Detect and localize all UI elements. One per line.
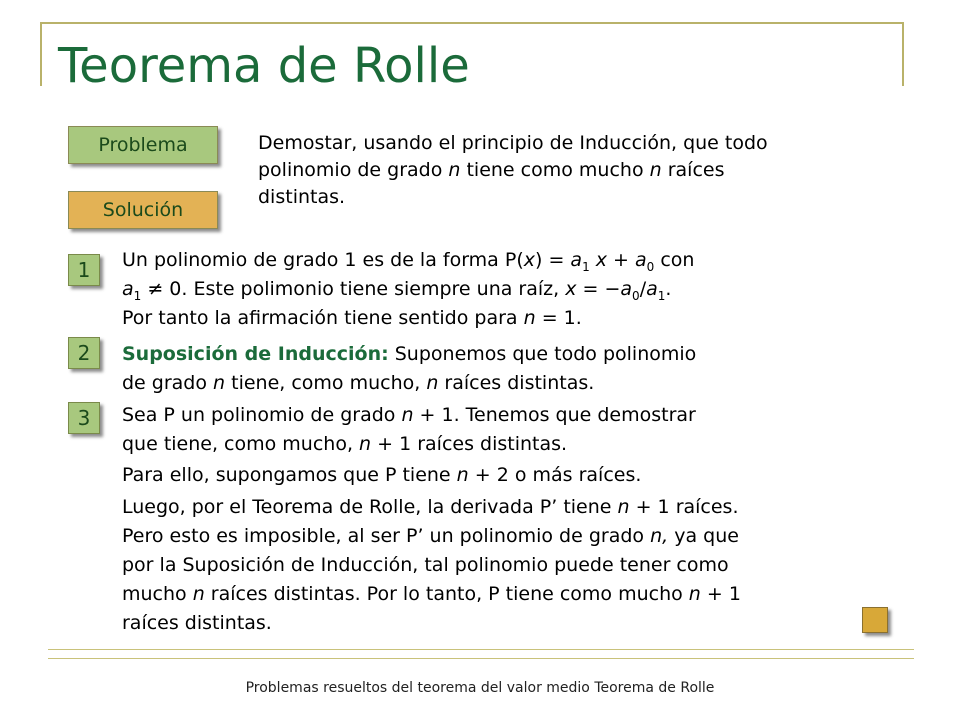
- statement-text: polinomio de grado: [258, 159, 449, 181]
- frame-right-line: [902, 22, 904, 86]
- text: Suponemos que todo polinomio: [388, 343, 697, 365]
- divider: [48, 649, 914, 650]
- text: con: [654, 249, 695, 271]
- induction-heading: Suposición de Inducción:: [122, 343, 389, 365]
- problem-button[interactable]: Problema: [68, 126, 218, 164]
- frame-top-line: [40, 22, 904, 24]
- step-1-text: [122, 246, 942, 333]
- subscript: 1: [657, 288, 666, 303]
- problem-statement: [258, 130, 918, 211]
- text: ) =: [535, 249, 571, 271]
- text: + 2 o más raíces.: [468, 464, 642, 486]
- text: raíces distintas.: [438, 372, 595, 394]
- text: Pero esto es imposible, al ser P’ un polinomio de grado: [122, 525, 651, 547]
- var-a: a: [646, 278, 658, 300]
- var-a: a: [620, 278, 633, 300]
- text: Un polinomio de grado 1 es de la forma P(: [122, 249, 524, 271]
- subscript: 1: [133, 288, 142, 303]
- statement-text: raíces: [661, 159, 725, 181]
- subscript: 1: [582, 259, 590, 274]
- text: ya que: [668, 525, 739, 547]
- var-n: n,: [650, 525, 669, 547]
- var-n: n: [192, 583, 205, 605]
- text: raíces distintas.: [122, 612, 272, 634]
- footer-caption: Problemas resueltos del teorema del valor medio Teorema de Rolle: [245, 680, 715, 696]
- statement-text: tiene como mucho: [460, 159, 650, 181]
- text: + 1 raíces distintas.: [371, 433, 568, 455]
- text: tiene, como mucho,: [225, 372, 427, 394]
- var-a: a: [570, 249, 583, 271]
- text: Luego, por el Teorema de Rolle, la derivada P’ tiene: [122, 496, 618, 518]
- text: + 1: [700, 583, 741, 605]
- text: Por tanto la afirmación tiene sentido para: [122, 307, 524, 329]
- var-x: x: [595, 249, 608, 271]
- var-n: n: [213, 372, 226, 394]
- text: + 1. Tenemos que demostrar: [413, 404, 696, 426]
- var-x: x: [523, 249, 535, 271]
- text: ≠ 0. Este polimonio tiene siempre una raíz,: [141, 278, 566, 300]
- var-n: n: [649, 159, 662, 181]
- text: raíces distintas. Por lo tanto, P tiene como mucho: [204, 583, 689, 605]
- subscript: 0: [632, 288, 640, 303]
- var-n: n: [688, 583, 701, 605]
- step-3-button[interactable]: 3: [68, 402, 100, 434]
- subscript: 0: [646, 259, 655, 274]
- var-a: a: [122, 278, 134, 300]
- statement-text: distintas.: [258, 186, 346, 208]
- text: /: [639, 278, 647, 300]
- var-n: n: [426, 372, 439, 394]
- divider: [48, 658, 914, 659]
- text: por la Suposición de Inducción, tal polinomio puede tener como: [122, 554, 729, 576]
- text: = 1.: [535, 307, 582, 329]
- var-n: n: [448, 159, 461, 181]
- text: Para ello, supongamos que P tiene: [122, 464, 457, 486]
- solution-button[interactable]: Solución: [68, 191, 218, 229]
- text: + 1 raíces.: [629, 496, 739, 518]
- step-3-text: [122, 401, 942, 638]
- var-n: n: [359, 433, 372, 455]
- text: que tiene, como mucho,: [122, 433, 360, 455]
- text: +: [607, 249, 636, 271]
- step-2-text: [122, 340, 942, 398]
- var-x: x: [565, 278, 577, 300]
- frame-left-line: [40, 22, 42, 86]
- var-n: n: [401, 404, 414, 426]
- text: de grado: [122, 372, 214, 394]
- text: = −: [576, 278, 621, 300]
- text: .: [665, 278, 672, 300]
- var-n: n: [456, 464, 469, 486]
- statement-text: Demostar, usando el principio de Inducción, que todo: [258, 132, 768, 154]
- var-a: a: [635, 249, 647, 271]
- text: Sea P un polinomio de grado: [122, 404, 402, 426]
- var-n: n: [617, 496, 630, 518]
- text: mucho: [122, 583, 193, 605]
- var-n: n: [523, 307, 536, 329]
- square-end-icon[interactable]: [862, 607, 888, 633]
- page-title: Teorema de Rolle: [58, 38, 470, 94]
- step-1-button[interactable]: 1: [68, 254, 100, 286]
- step-2-button[interactable]: 2: [68, 337, 100, 369]
